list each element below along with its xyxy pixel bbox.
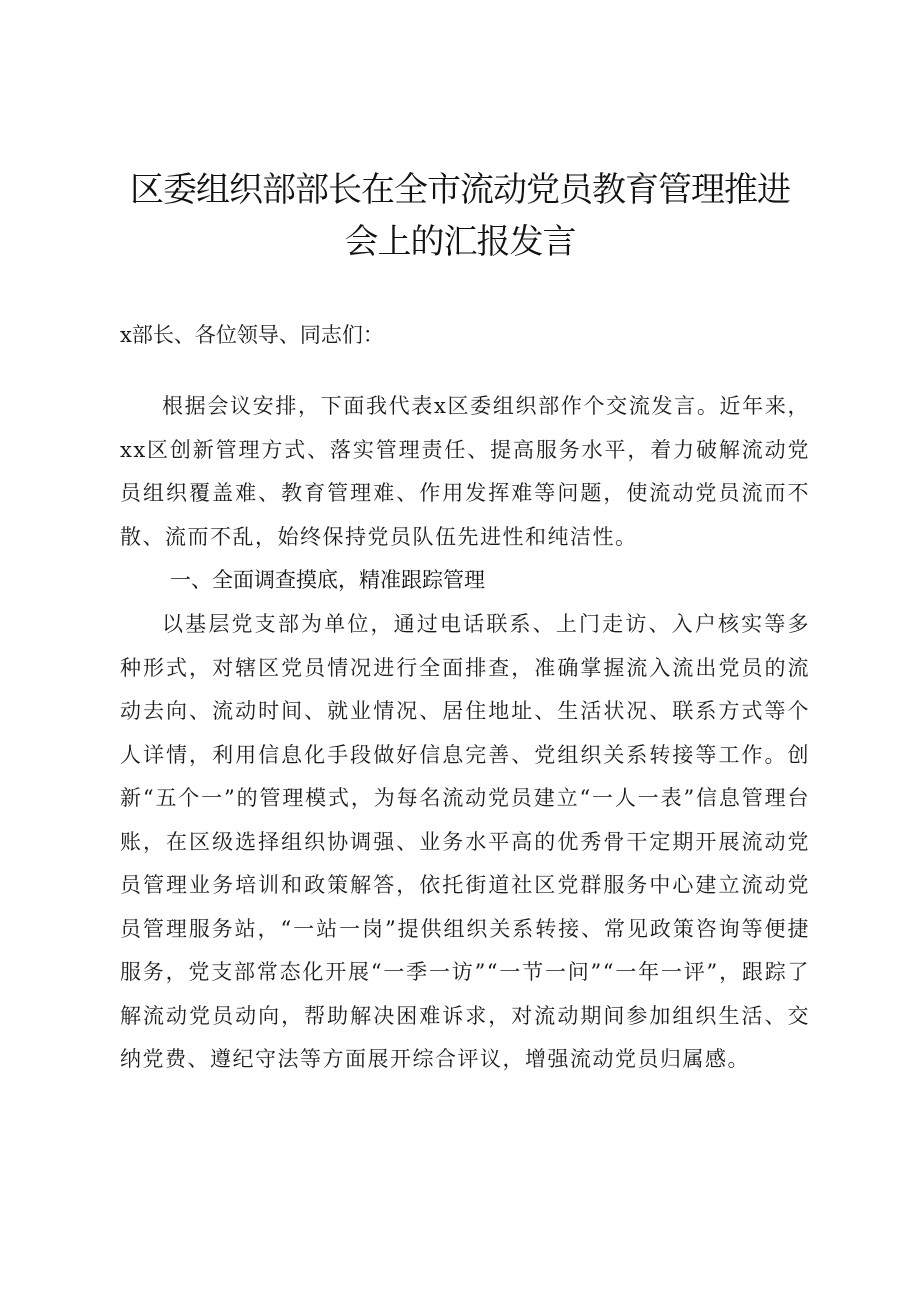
salutation: x部长、各位领导、同志们： — [120, 323, 384, 347]
intro-paragraph: 根据会议安排，下面我代表x区委组织部作个交流发言。近年来，xx区创新管理方式、落实管理责任、提高服务水平，着力破解流动党员组织覆盖难、教育管理难、作用发挥难等问题，使流动党员流而不散、流而不乱，始终保持党员队伍先进性和纯洁性。 — [120, 394, 810, 549]
section-heading-1: 一、全面调查摸底，精准跟踪管理 — [170, 568, 485, 592]
document-title-line-2: 会上的汇报发言 — [344, 222, 576, 262]
document-title-line-1: 区委组织部部长在全市流动党员教育管理推进 — [130, 170, 790, 210]
section-1-paragraph: 以基层党支部为单位，通过电话联系、上门走访、入户核实等多种形式，对辖区党员情况进行全面排查，准确掌握流入流出党员的流动去向、流动时间、就业情况、居住地址、生活状况、联系方式等个人详情，利用信息化手段做好信息完善、党组织关系转接等工作。创新“五个一”的管理模式，为每名流动党员建立“一人一表”信息管理台账，在区级选择组织协调强、业务水平高的优秀骨干定期开展流动党员管理业务培训和政策解答，依托街道社区党群服务中心建立流动党员管理服务站，“一站一岗”提供组织关系转接、常见政策咨询等便捷服务，党支部常态化开展“一季一访”“一节一问”“一年一评”，跟踪了解流动党员动向，帮助解决困难诉求，对流动期间参加组织生活、交纳党费、遵纪守法等方面展开综合评议，增强流动党员归属感。 — [120, 612, 810, 1071]
